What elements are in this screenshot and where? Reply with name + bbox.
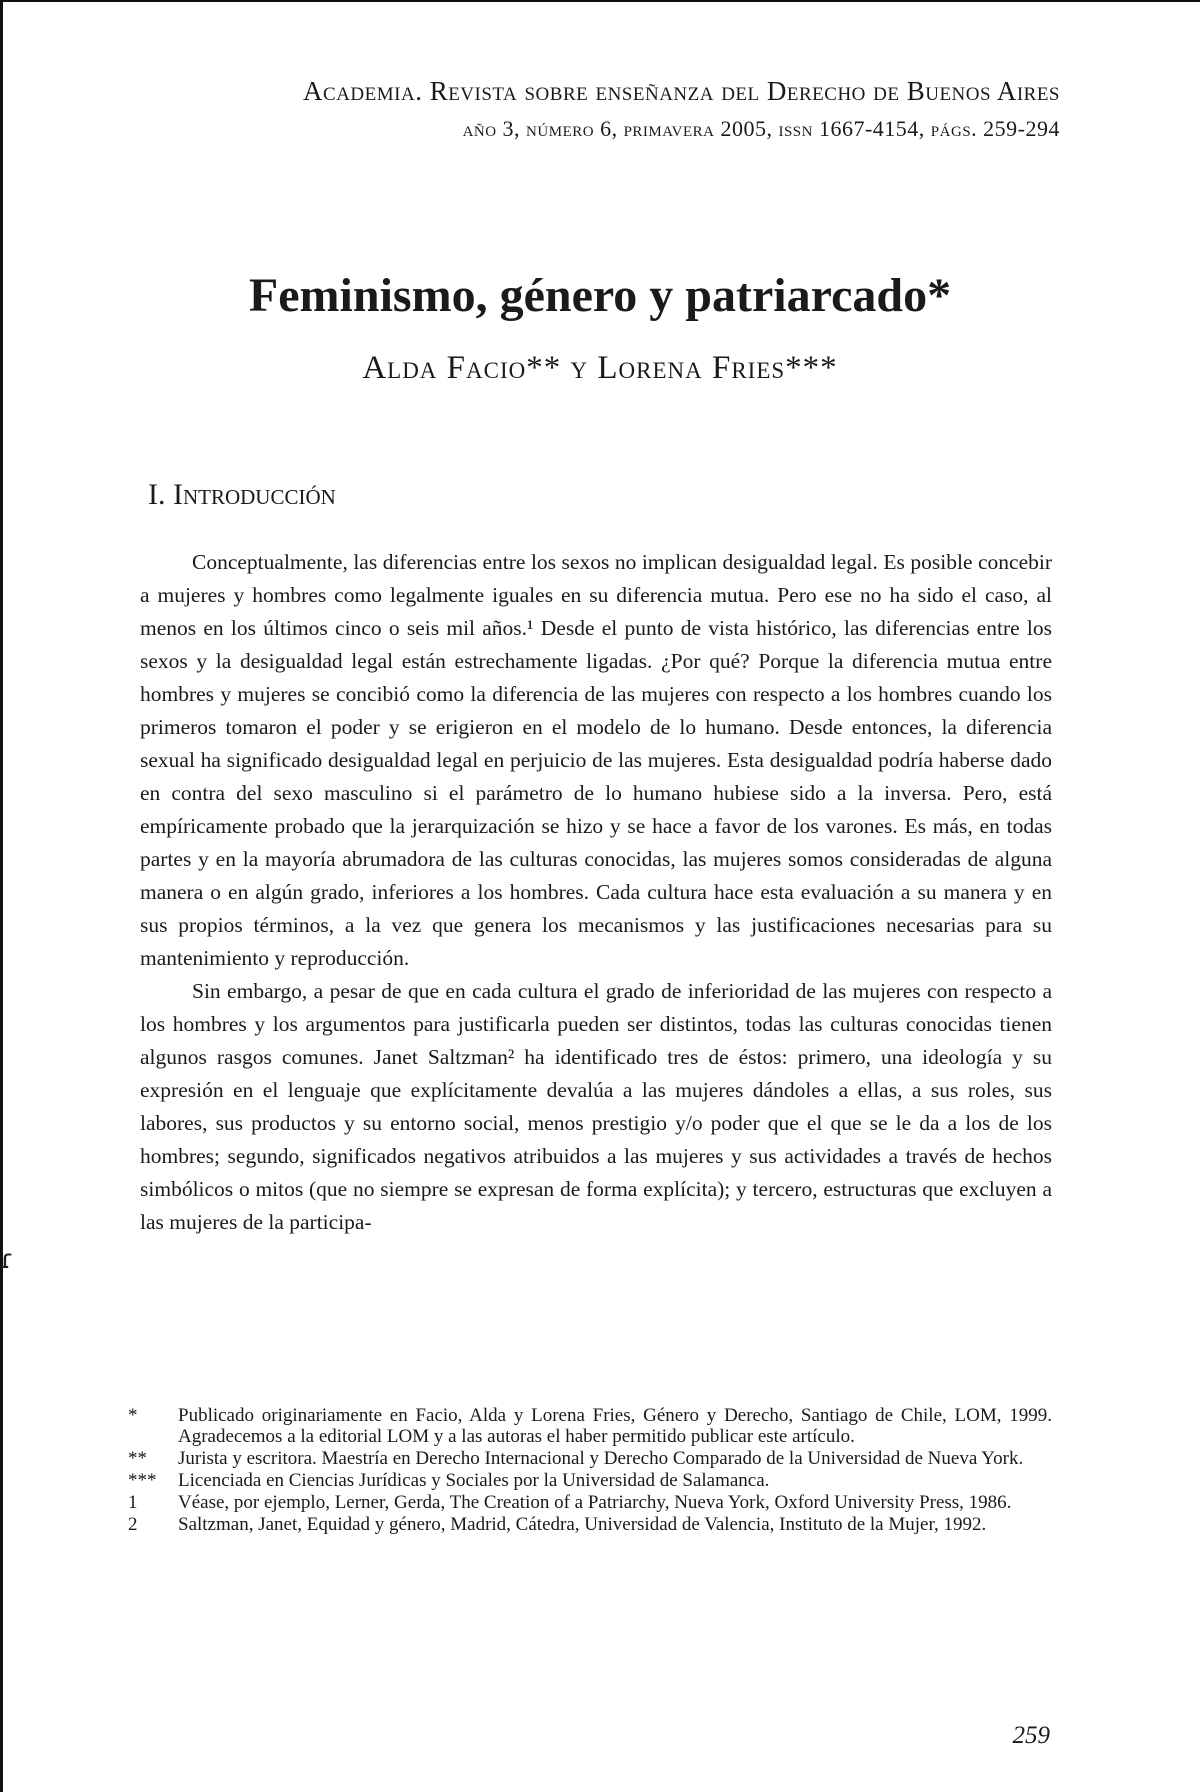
body-paragraph: Sin embargo, a pesar de que en cada cultura el grado de inferioridad de las mujeres con respecto a los hombres y los argumentos para justificarla pueden ser distintos, todas las culturas conocidas tienen algunos rasgos comunes. Janet Saltzman² ha identificado tres de éstos: primero, una ideología y su expresión en el lenguaje que explícitamente devalúa a las mujeres dándoles a ellas, a sus roles, sus labores, sus productos y su entorno social, menos prestigio y/o poder que el que se le da a los de los hombres; segundo, significados negativos atribuidos a las mujeres y sus actividades a través de hechos simbólicos o mitos (que no siempre se expresan de forma explícita); y tercero, estructuras que excluyen a las mujeres de la participa-	[140, 979, 1052, 1234]
footnote-mark: **	[128, 1448, 147, 1469]
scan-mark: ɾ	[0, 1245, 14, 1275]
journal-title: Academia. Revista sobre enseñanza del Derecho de Buenos Aires	[303, 76, 1060, 106]
article-body	[140, 546, 1052, 1239]
footnote-mark: 1	[128, 1492, 138, 1513]
footnote	[128, 1448, 1052, 1469]
footnote-text: Jurista y escritora. Maestría en Derecho Internacional y Derecho Comparado de la Universidad de Nueva York.	[178, 1448, 1024, 1469]
footnote-mark: ***	[128, 1470, 157, 1491]
body-paragraph: Conceptualmente, las diferencias entre los sexos no implican desigualdad legal. Es posible concebir a mujeres y hombres como legalmente iguales en su diferencia mutua. Pero ese no ha sido el caso, al menos en los últimos cinco o seis mil años.¹ Desde el punto de vista histórico, las diferencias entre los sexos y la desigualdad legal están estrechamente ligadas. ¿Por qué? Porque la diferencia mutua entre hombres y mujeres se concibió como la diferencia de las mujeres con respecto a los hombres cuando los primeros tomaron el poder y se erigieron en el modelo de lo humano. Desde entonces, la diferencia sexual ha significado desigualdad legal en perjuicio de las mujeres. Esta desigualdad podría haberse dado en contra del sexo masculino si el parámetro de lo humano hubiese sido a la inversa. Pero, está empíricamente probado que la jerarquización se hizo y se hace a favor de los varones. Es más, en todas partes y en la mayoría abrumadora de las culturas conocidas, las mujeres somos consideradas de alguna manera o en algún grado, inferiores a los hombres. Cada cultura hace esta evaluación a su manera y en sus propios términos, a la vez que genera los mecanismos y las justificaciones necesarias para su mantenimiento y reproducción.	[140, 550, 1052, 970]
footnote-text: Licenciada en Ciencias Jurídicas y Sociales por la Universidad de Salamanca.	[178, 1470, 770, 1491]
footnote-mark: *	[128, 1405, 138, 1426]
footnote	[128, 1514, 1052, 1535]
running-header	[303, 72, 1060, 148]
footnote-mark: 2	[128, 1514, 138, 1535]
article-authors: Alda Facio** y Lorena Fries***	[362, 350, 838, 386]
article-title: Feminismo, género y patriarcado*	[248, 269, 952, 322]
section-heading: I. Introducción	[148, 478, 336, 511]
footnote-text: Véase, por ejemplo, Lerner, Gerda, The Creation of a Patriarchy, Nueva York, Oxford University Press, 1986.	[178, 1492, 1012, 1513]
footnotes	[128, 1405, 1052, 1536]
footnote	[128, 1492, 1052, 1513]
issue-info: año 3, número 6, primavera 2005, issn 1667-4154, págs. 259-294	[462, 116, 1060, 141]
footnote-text: Publicado originariamente en Facio, Alda y Lorena Fries, Género y Derecho, Santiago de Chile, LOM, 1999. Agradecemos a la editorial LOM y a las autoras el haber permitido publicar este artículo.	[178, 1405, 1052, 1447]
footnote-text: Saltzman, Janet, Equidad y género, Madrid, Cátedra, Universidad de Valencia, Instituto de la Mujer, 1992.	[178, 1514, 987, 1535]
page-number: 259	[1012, 1722, 1050, 1749]
footnote	[128, 1405, 1052, 1447]
footnote	[128, 1470, 1052, 1491]
